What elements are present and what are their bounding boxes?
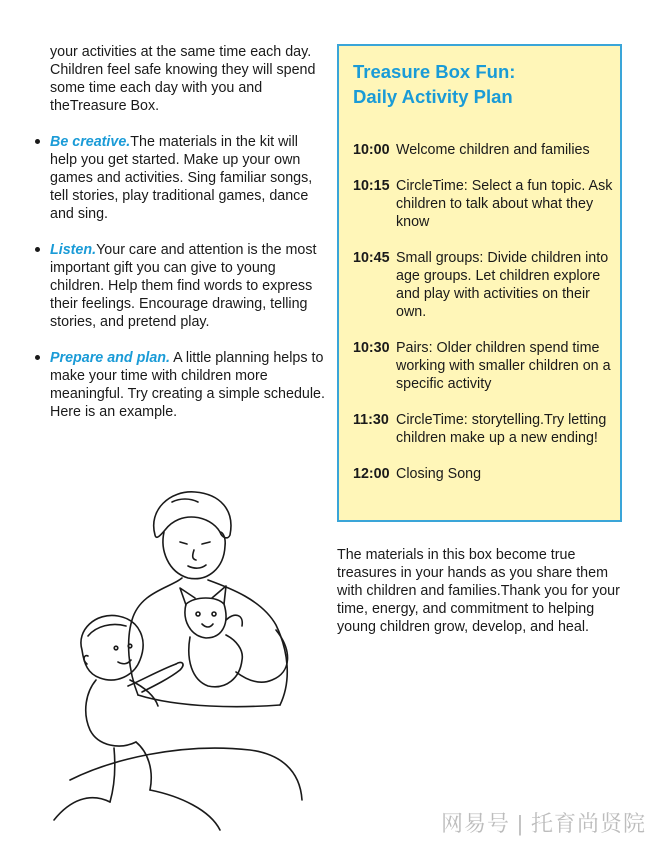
schedule-row xyxy=(353,411,613,447)
schedule-activity: CircleTime: storytelling.Try letting children make up a new ending! xyxy=(396,412,607,446)
schedule-time: 11:30 xyxy=(353,412,389,428)
caregiver-child-illustration xyxy=(30,480,330,840)
schedule-row xyxy=(353,177,613,231)
schedule-row xyxy=(353,141,613,159)
activity-plan-box xyxy=(337,44,622,522)
schedule-time: 10:00 xyxy=(353,142,390,158)
left-column xyxy=(50,43,325,421)
tip-lead: Listen. xyxy=(50,242,97,258)
watermark: 网易号 | 托育尚贤院 xyxy=(441,811,646,836)
box-title-line2: Daily Activity Plan xyxy=(353,86,513,107)
box-title-line1: Treasure Box Fun: xyxy=(353,61,516,82)
schedule-time: 10:30 xyxy=(353,340,390,356)
schedule-activity: Pairs: Older children spend time working with smaller children on a specific activity xyxy=(396,340,611,392)
tip-lead: Prepare and plan. xyxy=(50,350,170,366)
schedule-row xyxy=(353,249,613,321)
schedule-activity: Welcome children and families xyxy=(396,142,590,158)
schedule-activity: CircleTime: Select a fun topic. Ask children to talk about what they know xyxy=(396,178,613,230)
schedule-list xyxy=(353,141,613,501)
schedule-time: 10:15 xyxy=(353,178,390,194)
tip-lead: Be creative. xyxy=(50,134,131,150)
schedule-activity: Closing Song xyxy=(396,466,482,482)
tips-list xyxy=(50,133,325,421)
closing-paragraph: The materials in this box become true treasures in your hands as you share them with children and families.Thank you for your time, energy, and commitment to helping young children grow, develop, and heal. xyxy=(337,547,620,635)
tip-text: A little planning helps to make your time with children more meaningful. Try creating a simple schedule. Here is an example. xyxy=(50,350,325,420)
schedule-time: 10:45 xyxy=(353,250,390,266)
schedule-row xyxy=(353,339,613,393)
tip-listen xyxy=(50,241,325,331)
tip-text: Your care and attention is the most important gift you can give to young children. Help them find words to express their feelings. Encourage drawing, telling stories, and pretend play. xyxy=(50,242,317,330)
intro-paragraph: your activities at the same time each day. Children feel safe knowing they will spend some time each day with you and theTreasure Box. xyxy=(50,44,316,114)
box-title xyxy=(353,59,515,109)
tip-text: The materials in the kit will help you get started. Make up your own games and activities. Sing familiar songs, tell stories, play traditional games, dance and sing. xyxy=(50,134,313,222)
tip-prepare-and-plan xyxy=(50,349,325,421)
schedule-row xyxy=(353,465,613,483)
schedule-time: 12:00 xyxy=(353,466,390,482)
schedule-activity: Small groups: Divide children into age groups. Let children explore and play with activities on their own. xyxy=(396,250,609,320)
tip-be-creative xyxy=(50,133,325,223)
